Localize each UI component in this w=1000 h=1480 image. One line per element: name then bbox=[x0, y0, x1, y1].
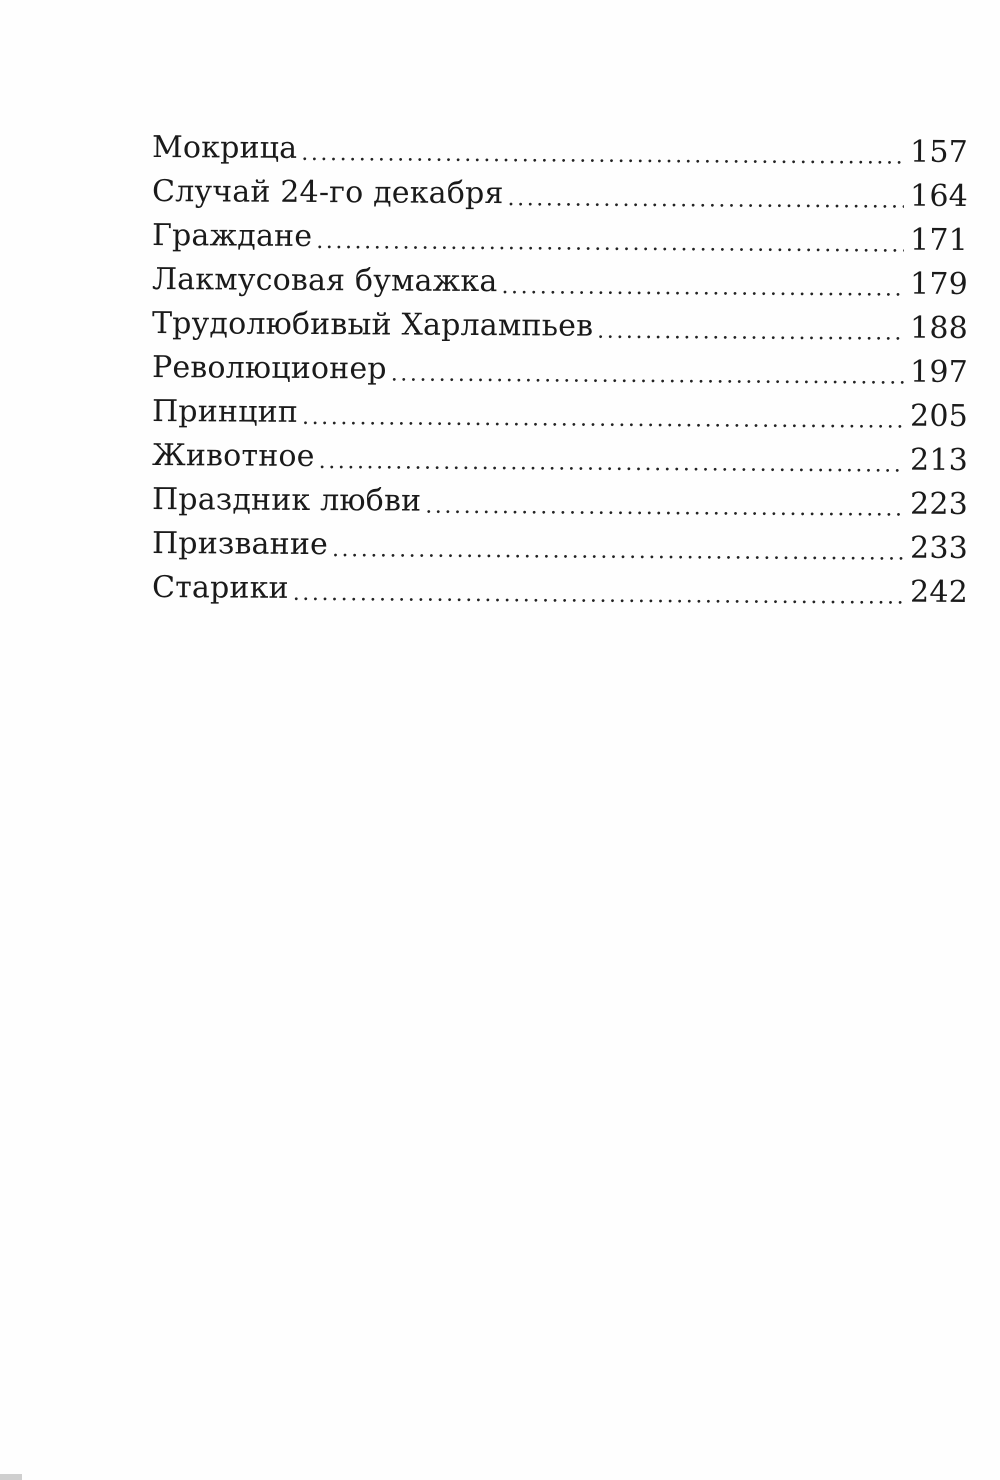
toc-entry-page: 197 bbox=[910, 354, 969, 390]
toc-entry-page: 205 bbox=[910, 398, 969, 434]
toc-entry-page: 164 bbox=[910, 178, 969, 214]
toc-dot-leader bbox=[597, 319, 904, 351]
toc-dot-leader bbox=[301, 141, 904, 175]
toc-entry-page: 242 bbox=[910, 574, 969, 610]
toc-entry-title: Принцип bbox=[151, 394, 299, 430]
toc-dot-leader bbox=[425, 494, 904, 527]
toc-entry bbox=[152, 258, 968, 307]
toc-entry-title: Животное bbox=[151, 438, 315, 474]
toc-dot-leader bbox=[501, 274, 904, 306]
toc-entry bbox=[152, 126, 968, 175]
toc-dot-leader bbox=[316, 229, 904, 263]
toc-dot-leader bbox=[507, 186, 904, 218]
toc-entry-title: Лакмусовая бумажка bbox=[151, 262, 498, 300]
toc-entry bbox=[152, 434, 968, 483]
table-of-contents bbox=[152, 126, 968, 610]
toc-entry-title: Праздник любви bbox=[151, 482, 422, 519]
toc-entry bbox=[152, 170, 968, 219]
toc-dot-leader bbox=[332, 537, 904, 570]
toc-entry-title: Мокрица bbox=[151, 130, 298, 166]
toc-entry-title: Случай 24-го декабря bbox=[151, 174, 504, 212]
toc-entry-page: 157 bbox=[910, 134, 969, 170]
toc-entry-page: 188 bbox=[910, 310, 969, 346]
toc-entry-page: 171 bbox=[910, 222, 969, 258]
toc-entry bbox=[152, 346, 968, 395]
toc-entry-title: Старики bbox=[151, 570, 289, 606]
toc-entry bbox=[152, 566, 968, 615]
toc-entry-page: 233 bbox=[910, 530, 969, 566]
toc-entry-page: 179 bbox=[910, 266, 969, 302]
toc-entry bbox=[152, 214, 968, 263]
toc-dot-leader bbox=[319, 449, 905, 483]
toc-entry-title: Граждане bbox=[151, 218, 313, 254]
toc-entry-title: Трудолюбивый Харлампьев bbox=[151, 306, 594, 344]
toc-entry-title: Революционер bbox=[151, 350, 387, 387]
scan-edge-mark bbox=[0, 1474, 22, 1480]
toc-entry bbox=[152, 478, 968, 527]
toc-entry bbox=[152, 302, 968, 351]
toc-entry bbox=[152, 390, 968, 439]
toc-entry-page: 213 bbox=[910, 442, 969, 478]
toc-entry-page: 223 bbox=[910, 486, 969, 522]
toc-entry bbox=[152, 522, 968, 571]
toc-entry-title: Призвание bbox=[151, 526, 329, 563]
toc-dot-leader bbox=[391, 361, 905, 394]
toc-dot-leader bbox=[302, 405, 904, 439]
toc-dot-leader bbox=[293, 581, 905, 615]
